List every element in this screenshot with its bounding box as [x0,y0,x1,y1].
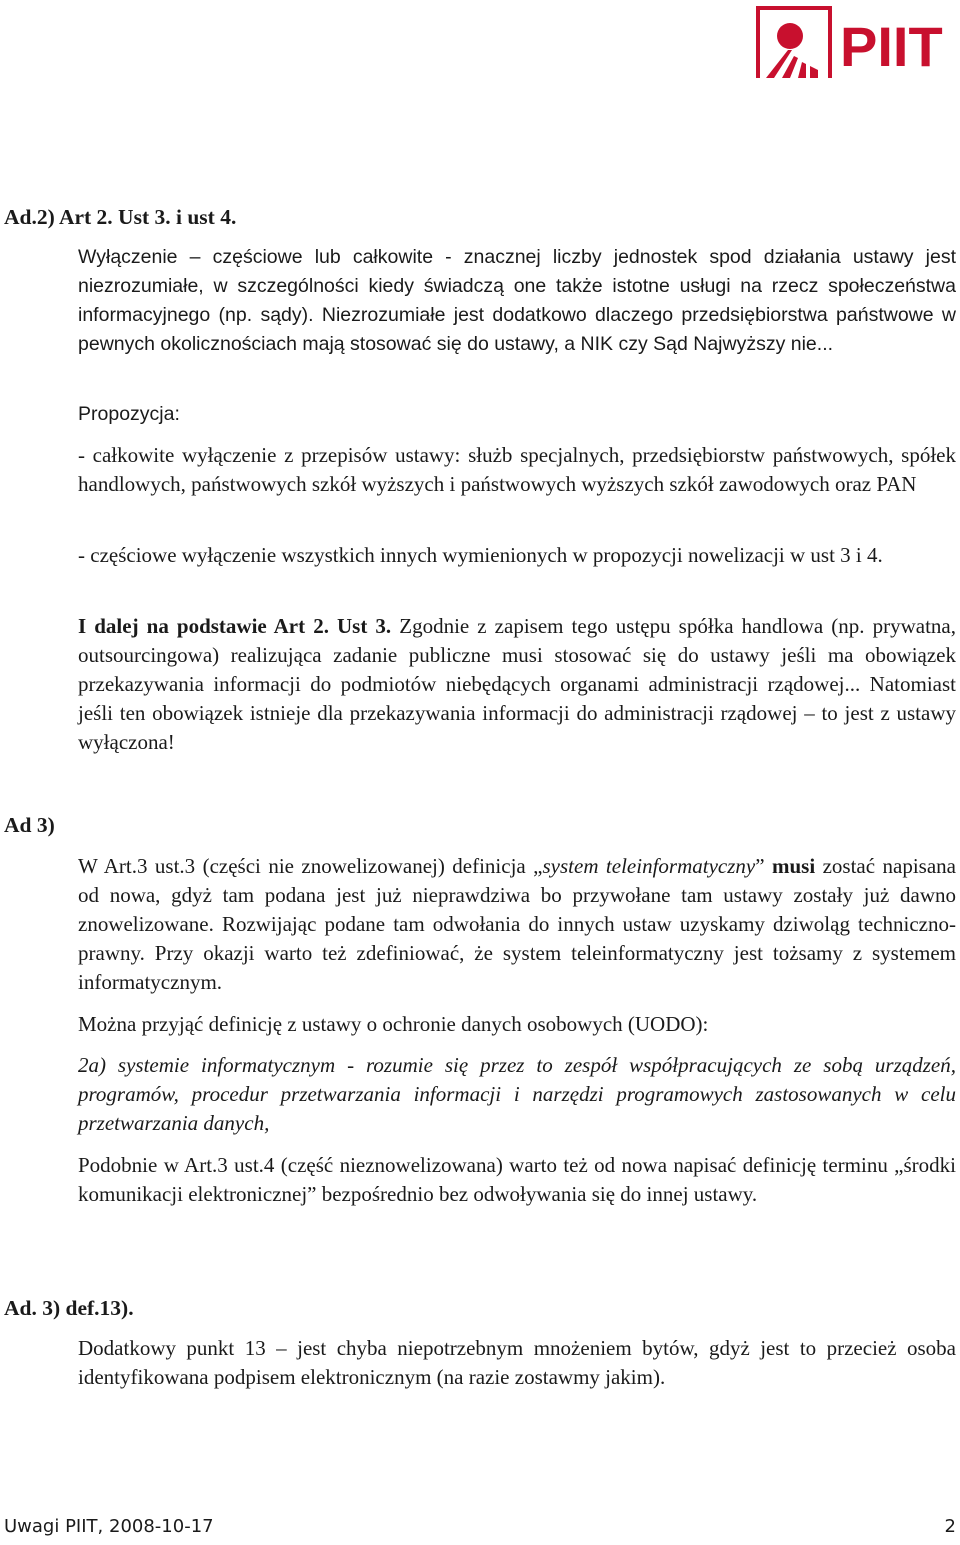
s2-p1-a: W Art.3 ust.3 (części nie znowelizowanej) definicja „ [78,854,543,878]
piit-logo-mark [752,4,956,80]
s2-paragraph-2: Można przyjąć definicję z ustawy o ochronie danych osobowych (UODO): [78,1012,709,1036]
s2-definition-quote: 2a) systemie informatycznym - rozumie się przez to zespół współpracujących ze sobą urządzeń, programów, procedur przetwarzania informacji i narzędzi programowych zastosowanych w celu przetwarzania danych, [78,1053,956,1135]
s1-p2-text: Zgodnie z zapisem tego ustępu spółka handlowa (np. prywatna, outsourcingowa) realizująca zadanie publiczne musi stosować się do ustawy jeśli ma obowiązek przekazywania informacji do podmiotów niebędących organami administracji rządowej... Natomiast jeśli ten obowiązek istnieje dla przekazywania informacji do administracji rządowej – to jest z ustawy wyłączona! [78,614,956,754]
s2-paragraph-1 [78,852,956,997]
s2-p1-c: zostać napisana od nowa, gdyż tam podana jest już nieprawdziwa bo przywołane tam ustawy zostały już dawno znowelizowane. Rozwijając podane tam odwołania do innych ustaw uzyskamy dziwoląg techniczno-prawny. Przy okazji warto też zdefiniować, że system teleinformatyczny jest tożsamy z systemem informatycznym. [78,854,956,994]
s2-p1-term: system teleinformatyczny [542,854,756,878]
s2-p1-b: ” [755,854,772,878]
page-number: 2 [944,1516,956,1537]
s3-paragraph-1: Dodatkowy punkt 13 – jest chyba niepotrzebnym mnożeniem bytów, gdyż jest to przecież osoba identyfikowana podpisem elektronicznym (na razie zostawmy jakim). [78,1336,956,1389]
s2-paragraph-4: Podobnie w Art.3 ust.4 (część nieznowelizowana) warto też od nowa napisać definicję terminu „środki komunikacji elektronicznej” bezpośrednio bez odwoływania się do innej ustawy. [78,1153,956,1206]
piit-logo [752,4,956,80]
logo-text: PIIT [840,15,943,78]
s1-propozycja-label: Propozycja: [78,403,180,425]
section-heading-ad2: Ad.2) Art 2. Ust 3. i ust 4. [4,205,237,229]
footer-text: Uwagi PIIT, 2008-10-17 [4,1516,214,1537]
section-heading-ad3-def13: Ad. 3) def.13). [4,1296,134,1320]
s1-proposal-item-1: - całkowite wyłączenie z przepisów ustawy: służb specjalnych, przedsiębiorstw państwowych, spółek handlowych, państwowych szkół wyższych i państwowych wyższych szkół zawodowych oraz PAN [78,443,956,496]
s1-p2-bold: I dalej na podstawie Art 2. Ust 3. [78,614,392,638]
s1-proposal-item-2: - częściowe wyłączenie wszystkich innych wymienionych w propozycji nowelizacji w ust 3 i 4. [78,543,883,567]
s2-p1-bold: musi [771,854,816,878]
s1-paragraph-2 [78,612,956,757]
section-heading-ad3: Ad 3) [4,813,55,837]
s1-paragraph-1: Wyłączenie – częściowe lub całkowite - znacznej liczby jednostek spod działania ustawy jest niezrozumiałe, w szczególności kiedy świadczą one także istotne usługi na rzecz społeczeństwa informacyjnego (np. sądy). Niezrozumiałe jest dodatkowo dlaczego przedsiębiorstwa państwowe w pewnych okolicznościach mają stosować się do ustawy, a NIK czy Sąd Najwyższy nie... [78,246,956,355]
